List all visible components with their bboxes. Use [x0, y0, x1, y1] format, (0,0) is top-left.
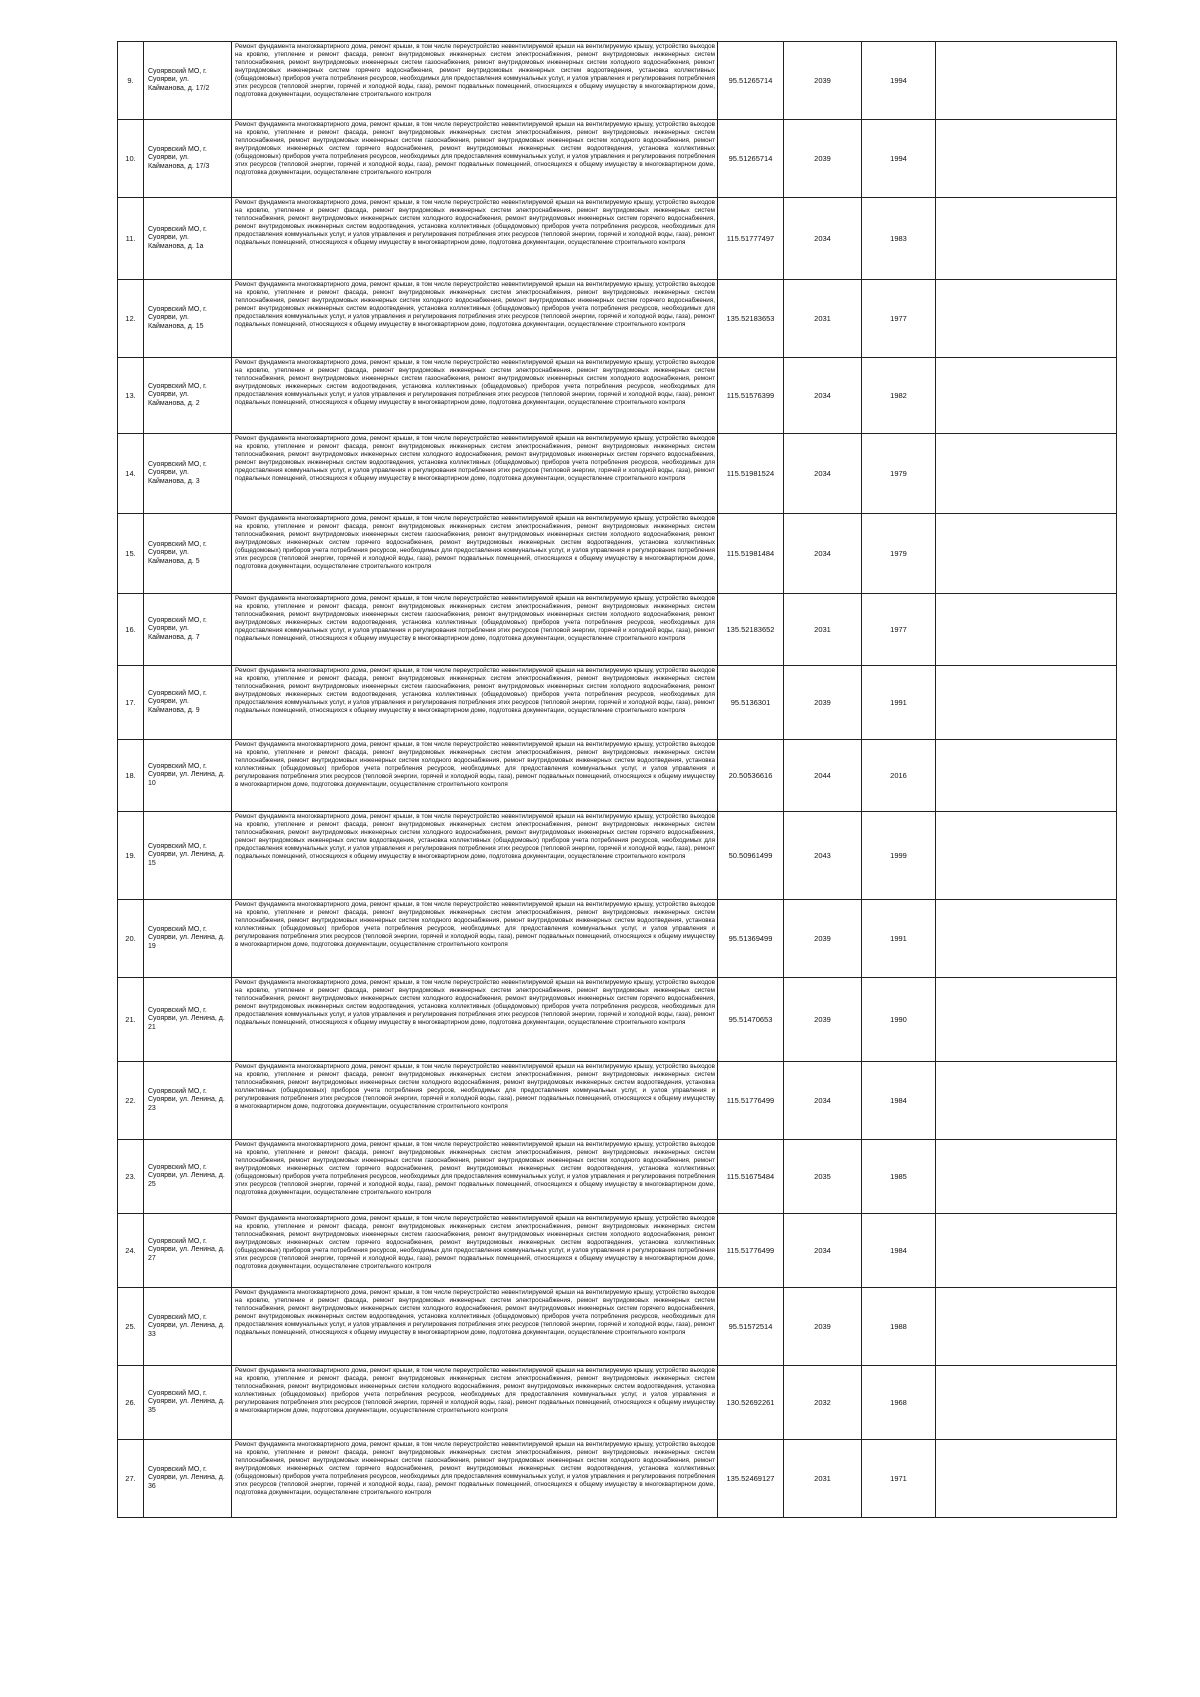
row-number: 21. — [118, 978, 144, 1062]
row-repair-year: 2031 — [784, 594, 862, 666]
row-repair-year: 2039 — [784, 978, 862, 1062]
row-cost-value: 135.52183652 — [718, 594, 784, 666]
row-cost-value: 115.51576399 — [718, 358, 784, 434]
row-address: Суоярвский МО, г. Суоярви, ул. Ленина, д. 35 — [144, 1366, 232, 1440]
row-number: 20. — [118, 900, 144, 978]
row-cost-value: 135.52183653 — [718, 280, 784, 358]
row-build-year: 1990 — [862, 978, 936, 1062]
row-empty-cell — [936, 198, 1117, 280]
row-build-year: 1977 — [862, 280, 936, 358]
table-row — [118, 120, 1117, 198]
row-empty-cell — [936, 120, 1117, 198]
table-row — [118, 42, 1117, 120]
table-row — [118, 900, 1117, 978]
row-empty-cell — [936, 280, 1117, 358]
row-empty-cell — [936, 1366, 1117, 1440]
row-cost-value: 50.50961499 — [718, 812, 784, 900]
table-row — [118, 1140, 1117, 1214]
row-build-year: 1968 — [862, 1366, 936, 1440]
table-row — [118, 1366, 1117, 1440]
row-repair-year: 2032 — [784, 1366, 862, 1440]
row-works-list: Ремонт фундамента многоквартирного дома, ремонт крыши, в том числе переустройство невентилируемой крыши на вентилируемую крышу, устройство выходов на кровлю, утепление и ремонт фасада, ремонт внутридомовых инженерных систем электроснабжения, ремонт внутридомовых инженерных систем теплоснабжения, ремонт внутридомовых инженерных систем холодного водоснабжения, ремонт внутридомовых инженерных систем горячего водоснабжения, ремонт внутридомовых инженерных систем водоотведения, установка коллективных (общедомовых) приборов учета потребления ресурсов, необходимых для предоставления коммунальных услуг, и узлов управления и регулирования потребления этих ресурсов (тепловой энергии, горячей и холодной воды, газа), ремонт подвальных помещений, относящихся к общему имуществу в многоквартирном доме, подготовка документации, осуществление строительного контроля — [232, 812, 718, 900]
row-cost-value: 115.51776499 — [718, 1214, 784, 1288]
row-build-year: 1977 — [862, 594, 936, 666]
row-build-year: 1979 — [862, 514, 936, 594]
row-repair-year: 2039 — [784, 120, 862, 198]
row-cost-value: 115.51776499 — [718, 1062, 784, 1140]
row-works-list: Ремонт фундамента многоквартирного дома, ремонт крыши, в том числе переустройство невентилируемой крыши на вентилируемую крышу, устройство выходов на кровлю, утепление и ремонт фасада, ремонт внутридомовых инженерных систем электроснабжения, ремонт внутридомовых инженерных систем теплоснабжения, ремонт внутридомовых инженерных систем газоснабжения, ремонт внутридомовых инженерных систем холодного водоснабжения, ремонт внутридомовых инженерных систем водоотведения, установка коллективных (общедомовых) приборов учета потребления ресурсов, необходимых для предоставления коммунальных услуг, и узлов управления и регулирования потребления этих ресурсов (тепловой энергии, горячей и холодной воды, газа), ремонт подвальных помещений, относящихся к общему имуществу в многоквартирном доме, подготовка документации, осуществление строительного контроля — [232, 594, 718, 666]
row-cost-value: 95.5136301 — [718, 666, 784, 740]
row-works-list: Ремонт фундамента многоквартирного дома, ремонт крыши, в том числе переустройство невентилируемой крыши на вентилируемую крышу, устройство выходов на кровлю, утепление и ремонт фасада, ремонт внутридомовых инженерных систем электроснабжения, ремонт внутридомовых инженерных систем теплоснабжения, ремонт внутридомовых инженерных систем газоснабжения, ремонт внутридомовых инженерных систем холодного водоснабжения, ремонт внутридомовых инженерных систем горячего водоснабжения, ремонт внутридомовых инженерных систем водоотведения, установка коллективных (общедомовых) приборов учета потребления ресурсов, необходимых для предоставления коммунальных услуг, и узлов управления и регулирования потребления этих ресурсов (тепловой энергии, горячей и холодной воды, газа), ремонт подвальных помещений, относящихся к общему имуществу в многоквартирном доме, подготовка документации, осуществление строительного контроля — [232, 514, 718, 594]
row-works-list: Ремонт фундамента многоквартирного дома, ремонт крыши, в том числе переустройство невентилируемой крыши на вентилируемую крышу, устройство выходов на кровлю, утепление и ремонт фасада, ремонт внутридомовых инженерных систем электроснабжения, ремонт внутридомовых инженерных систем теплоснабжения, ремонт внутридомовых инженерных систем холодного водоснабжения, ремонт внутридомовых инженерных систем водоотведения, установка коллективных (общедомовых) приборов учета потребления ресурсов, необходимых для предоставления коммунальных услуг, и узлов управления и регулирования потребления этих ресурсов (тепловой энергии, горячей и холодной воды, газа), ремонт подвальных помещений, относящихся к общему имуществу в многоквартирном доме, подготовка документации, осуществление строительного контроля — [232, 740, 718, 812]
row-number: 15. — [118, 514, 144, 594]
row-empty-cell — [936, 666, 1117, 740]
row-number: 17. — [118, 666, 144, 740]
row-number: 11. — [118, 198, 144, 280]
row-address: Суоярвский МО, г. Суоярви, ул. Ленина, д. 33 — [144, 1288, 232, 1366]
row-number: 9. — [118, 42, 144, 120]
row-repair-year: 2031 — [784, 280, 862, 358]
row-build-year: 1971 — [862, 1440, 936, 1518]
row-address: Суоярвский МО, г. Суоярви, ул. Кайманова, д. 3 — [144, 434, 232, 514]
row-repair-year: 2034 — [784, 514, 862, 594]
row-address: Суоярвский МО, г. Суоярви, ул. Ленина, д. 23 — [144, 1062, 232, 1140]
row-cost-value: 115.51981484 — [718, 514, 784, 594]
row-empty-cell — [936, 740, 1117, 812]
table-row — [118, 358, 1117, 434]
row-number: 10. — [118, 120, 144, 198]
housing-repair-table — [117, 41, 1117, 1518]
row-address: Суоярвский МО, г. Суоярви, ул. Кайманова, д. 7 — [144, 594, 232, 666]
row-address: Суоярвский МО, г. Суоярви, ул. Кайманова, д. 15 — [144, 280, 232, 358]
row-build-year: 1979 — [862, 434, 936, 514]
row-address: Суоярвский МО, г. Суоярви, ул. Кайманова, д. 2 — [144, 358, 232, 434]
row-works-list: Ремонт фундамента многоквартирного дома, ремонт крыши, в том числе переустройство невентилируемой крыши на вентилируемую крышу, устройство выходов на кровлю, утепление и ремонт фасада, ремонт внутридомовых инженерных систем электроснабжения, ремонт внутридомовых инженерных систем теплоснабжения, ремонт внутридомовых инженерных систем холодного водоснабжения, ремонт внутридомовых инженерных систем горячего водоснабжения, ремонт внутридомовых инженерных систем водоотведения, установка коллективных (общедомовых) приборов учета потребления ресурсов, необходимых для предоставления коммунальных услуг, и узлов управления и регулирования потребления этих ресурсов (тепловой энергии, горячей и холодной воды, газа), ремонт подвальных помещений, относящихся к общему имуществу в многоквартирном доме, подготовка документации, осуществление строительного контроля — [232, 198, 718, 280]
row-address: Суоярвский МО, г. Суоярви, ул. Кайманова, д. 9 — [144, 666, 232, 740]
row-cost-value: 115.51675484 — [718, 1140, 784, 1214]
row-works-list: Ремонт фундамента многоквартирного дома, ремонт крыши, в том числе переустройство невентилируемой крыши на вентилируемую крышу, устройство выходов на кровлю, утепление и ремонт фасада, ремонт внутридомовых инженерных систем электроснабжения, ремонт внутридомовых инженерных систем теплоснабжения, ремонт внутридомовых инженерных систем холодного водоснабжения, ремонт внутридомовых инженерных систем горячего водоснабжения, ремонт внутридомовых инженерных систем водоотведения, установка коллективных (общедомовых) приборов учета потребления ресурсов, необходимых для предоставления коммунальных услуг, и узлов управления и регулирования потребления этих ресурсов (тепловой энергии, горячей и холодной воды, газа), ремонт подвальных помещений, относящихся к общему имуществу в многоквартирном доме, подготовка документации, осуществление строительного контроля — [232, 1288, 718, 1366]
row-cost-value: 95.51572514 — [718, 1288, 784, 1366]
row-works-list: Ремонт фундамента многоквартирного дома, ремонт крыши, в том числе переустройство невентилируемой крыши на вентилируемую крышу, устройство выходов на кровлю, утепление и ремонт фасада, ремонт внутридомовых инженерных систем электроснабжения, ремонт внутридомовых инженерных систем теплоснабжения, ремонт внутридомовых инженерных систем газоснабжения, ремонт внутридомовых инженерных систем холодного водоснабжения, ремонт внутридомовых инженерных систем горячего водоснабжения, ремонт внутридомовых инженерных систем водоотведения, установка коллективных (общедомовых) приборов учета потребления ресурсов, необходимых для предоставления коммунальных услуг, и узлов управления и регулирования потребления этих ресурсов (тепловой энергии, горячей и холодной воды, газа), ремонт подвальных помещений, относящихся к общему имуществу в многоквартирном доме, подготовка документации, осуществление строительного контроля — [232, 1214, 718, 1288]
row-works-list: Ремонт фундамента многоквартирного дома, ремонт крыши, в том числе переустройство невентилируемой крыши на вентилируемую крышу, устройство выходов на кровлю, утепление и ремонт фасада, ремонт внутридомовых инженерных систем электроснабжения, ремонт внутридомовых инженерных систем теплоснабжения, ремонт внутридомовых инженерных систем газоснабжения, ремонт внутридомовых инженерных систем холодного водоснабжения, ремонт внутридомовых инженерных систем горячего водоснабжения, ремонт внутридомовых инженерных систем водоотведения, установка коллективных (общедомовых) приборов учета потребления ресурсов, необходимых для предоставления коммунальных услуг, и узлов управления и регулирования потребления этих ресурсов (тепловой энергии, горячей и холодной воды, газа), ремонт подвальных помещений, относящихся к общему имуществу в многоквартирном доме, подготовка документации, осуществление строительного контроля — [232, 1140, 718, 1214]
row-repair-year: 2039 — [784, 900, 862, 978]
row-repair-year: 2044 — [784, 740, 862, 812]
table-body — [118, 42, 1117, 1518]
row-number: 27. — [118, 1440, 144, 1518]
table-row — [118, 434, 1117, 514]
row-empty-cell — [936, 1440, 1117, 1518]
row-empty-cell — [936, 1140, 1117, 1214]
row-empty-cell — [936, 434, 1117, 514]
row-repair-year: 2043 — [784, 812, 862, 900]
row-build-year: 1984 — [862, 1062, 936, 1140]
table-row — [118, 280, 1117, 358]
table-row — [118, 1062, 1117, 1140]
row-cost-value: 115.51777497 — [718, 198, 784, 280]
row-repair-year: 2034 — [784, 434, 862, 514]
row-build-year: 1994 — [862, 42, 936, 120]
row-empty-cell — [936, 594, 1117, 666]
row-cost-value: 95.51265714 — [718, 42, 784, 120]
row-number: 19. — [118, 812, 144, 900]
row-empty-cell — [936, 900, 1117, 978]
row-repair-year: 2039 — [784, 42, 862, 120]
row-build-year: 1994 — [862, 120, 936, 198]
table-row — [118, 978, 1117, 1062]
row-build-year: 1982 — [862, 358, 936, 434]
row-empty-cell — [936, 1214, 1117, 1288]
row-works-list: Ремонт фундамента многоквартирного дома, ремонт крыши, в том числе переустройство невентилируемой крыши на вентилируемую крышу, устройство выходов на кровлю, утепление и ремонт фасада, ремонт внутридомовых инженерных систем электроснабжения, ремонт внутридомовых инженерных систем теплоснабжения, ремонт внутридомовых инженерных систем холодного водоснабжения, ремонт внутридомовых инженерных систем водоотведения, установка коллективных (общедомовых) приборов учета потребления ресурсов, необходимых для предоставления коммунальных услуг, и узлов управления и регулирования потребления этих ресурсов (тепловой энергии, горячей и холодной воды, газа), ремонт подвальных помещений, относящихся к общему имуществу в многоквартирном доме, подготовка документации, осуществление строительного контроля — [232, 1062, 718, 1140]
row-repair-year: 2031 — [784, 1440, 862, 1518]
row-number: 13. — [118, 358, 144, 434]
row-cost-value: 95.51369499 — [718, 900, 784, 978]
row-works-list: Ремонт фундамента многоквартирного дома, ремонт крыши, в том числе переустройство невентилируемой крыши на вентилируемую крышу, устройство выходов на кровлю, утепление и ремонт фасада, ремонт внутридомовых инженерных систем электроснабжения, ремонт внутридомовых инженерных систем теплоснабжения, ремонт внутридомовых инженерных систем газоснабжения, ремонт внутридомовых инженерных систем холодного водоснабжения, ремонт внутридомовых инженерных систем горячего водоснабжения, ремонт внутридомовых инженерных систем водоотведения, установка коллективных (общедомовых) приборов учета потребления ресурсов, необходимых для предоставления коммунальных услуг, и узлов управления и регулирования потребления этих ресурсов (тепловой энергии, горячей и холодной воды, газа), ремонт подвальных помещений, относящихся к общему имуществу в многоквартирном доме, подготовка документации, осуществление строительного контроля — [232, 120, 718, 198]
row-address: Суоярвский МО, г. Суоярви, ул. Кайманова, д. 17/2 — [144, 42, 232, 120]
row-number: 23. — [118, 1140, 144, 1214]
row-cost-value: 20.50536616 — [718, 740, 784, 812]
table-row — [118, 740, 1117, 812]
row-repair-year: 2035 — [784, 1140, 862, 1214]
row-number: 25. — [118, 1288, 144, 1366]
row-build-year: 2016 — [862, 740, 936, 812]
table-row — [118, 812, 1117, 900]
row-cost-value: 95.51470653 — [718, 978, 784, 1062]
row-build-year: 1985 — [862, 1140, 936, 1214]
row-empty-cell — [936, 1288, 1117, 1366]
row-repair-year: 2034 — [784, 358, 862, 434]
row-repair-year: 2039 — [784, 1288, 862, 1366]
row-address: Суоярвский МО, г. Суоярви, ул. Ленина, д. 10 — [144, 740, 232, 812]
row-number: 12. — [118, 280, 144, 358]
row-number: 24. — [118, 1214, 144, 1288]
row-build-year: 1984 — [862, 1214, 936, 1288]
row-address: Суоярвский МО, г. Суоярви, ул. Кайманова, д. 5 — [144, 514, 232, 594]
row-cost-value: 95.51265714 — [718, 120, 784, 198]
row-build-year: 1999 — [862, 812, 936, 900]
row-address: Суоярвский МО, г. Суоярви, ул. Ленина, д. 25 — [144, 1140, 232, 1214]
row-build-year: 1988 — [862, 1288, 936, 1366]
row-cost-value: 115.51981524 — [718, 434, 784, 514]
row-address: Суоярвский МО, г. Суоярви, ул. Ленина, д. 15 — [144, 812, 232, 900]
row-number: 16. — [118, 594, 144, 666]
row-repair-year: 2039 — [784, 666, 862, 740]
row-works-list: Ремонт фундамента многоквартирного дома, ремонт крыши, в том числе переустройство невентилируемой крыши на вентилируемую крышу, устройство выходов на кровлю, утепление и ремонт фасада, ремонт внутридомовых инженерных систем электроснабжения, ремонт внутридомовых инженерных систем теплоснабжения, ремонт внутридомовых инженерных систем холодного водоснабжения, ремонт внутридомовых инженерных систем горячего водоснабжения, ремонт внутридомовых инженерных систем водоотведения, установка коллективных (общедомовых) приборов учета потребления ресурсов, необходимых для предоставления коммунальных услуг, и узлов управления и регулирования потребления этих ресурсов (тепловой энергии, горячей и холодной воды, газа), ремонт подвальных помещений, относящихся к общему имуществу в многоквартирном доме, подготовка документации, осуществление строительного контроля — [232, 280, 718, 358]
row-number: 18. — [118, 740, 144, 812]
row-works-list: Ремонт фундамента многоквартирного дома, ремонт крыши, в том числе переустройство невентилируемой крыши на вентилируемую крышу, устройство выходов на кровлю, утепление и ремонт фасада, ремонт внутридомовых инженерных систем электроснабжения, ремонт внутридомовых инженерных систем теплоснабжения, ремонт внутридомовых инженерных систем газоснабжения, ремонт внутридомовых инженерных систем холодного водоснабжения, ремонт внутридомовых инженерных систем водоотведения, установка коллективных (общедомовых) приборов учета потребления ресурсов, необходимых для предоставления коммунальных услуг, и узлов управления и регулирования потребления этих ресурсов (тепловой энергии, горячей и холодной воды, газа), ремонт подвальных помещений, относящихся к общему имуществу в многоквартирном доме, подготовка документации, осуществление строительного контроля — [232, 358, 718, 434]
table-row — [118, 198, 1117, 280]
row-works-list: Ремонт фундамента многоквартирного дома, ремонт крыши, в том числе переустройство невентилируемой крыши на вентилируемую крышу, устройство выходов на кровлю, утепление и ремонт фасада, ремонт внутридомовых инженерных систем электроснабжения, ремонт внутридомовых инженерных систем теплоснабжения, ремонт внутридомовых инженерных систем холодного водоснабжения, ремонт внутридомовых инженерных систем водоотведения, установка коллективных (общедомовых) приборов учета потребления ресурсов, необходимых для предоставления коммунальных услуг, и узлов управления и регулирования потребления этих ресурсов (тепловой энергии, горячей и холодной воды, газа), ремонт подвальных помещений, относящихся к общему имуществу в многоквартирном доме, подготовка документации, осуществление строительного контроля — [232, 900, 718, 978]
row-build-year: 1991 — [862, 900, 936, 978]
row-number: 22. — [118, 1062, 144, 1140]
row-works-list: Ремонт фундамента многоквартирного дома, ремонт крыши, в том числе переустройство невентилируемой крыши на вентилируемую крышу, устройство выходов на кровлю, утепление и ремонт фасада, ремонт внутридомовых инженерных систем электроснабжения, ремонт внутридомовых инженерных систем теплоснабжения, ремонт внутридомовых инженерных систем газоснабжения, ремонт внутридомовых инженерных систем холодного водоснабжения, ремонт внутридомовых инженерных систем горячего водоснабжения, ремонт внутридомовых инженерных систем водоотведения, установка коллективных (общедомовых) приборов учета потребления ресурсов, необходимых для предоставления коммунальных услуг, и узлов управления и регулирования потребления этих ресурсов (тепловой энергии, горячей и холодной воды, газа), ремонт подвальных помещений, относящихся к общему имуществу в многоквартирном доме, подготовка документации, осуществление строительного контроля — [232, 1440, 718, 1518]
row-cost-value: 130.52692261 — [718, 1366, 784, 1440]
row-empty-cell — [936, 514, 1117, 594]
row-build-year: 1983 — [862, 198, 936, 280]
table-row — [118, 514, 1117, 594]
row-works-list: Ремонт фундамента многоквартирного дома, ремонт крыши, в том числе переустройство невентилируемой крыши на вентилируемую крышу, устройство выходов на кровлю, утепление и ремонт фасада, ремонт внутридомовых инженерных систем электроснабжения, ремонт внутридомовых инженерных систем теплоснабжения, ремонт внутридомовых инженерных систем газоснабжения, ремонт внутридомовых инженерных систем холодного водоснабжения, ремонт внутридомовых инженерных систем водоотведения, установка коллективных (общедомовых) приборов учета потребления ресурсов, необходимых для предоставления коммунальных услуг, и узлов управления и регулирования потребления этих ресурсов (тепловой энергии, горячей и холодной воды, газа), ремонт подвальных помещений, относящихся к общему имуществу в многоквартирном доме, подготовка документации, осуществление строительного контроля — [232, 666, 718, 740]
row-address: Суоярвский МО, г. Суоярви, ул. Ленина, д. 19 — [144, 900, 232, 978]
table-row — [118, 1440, 1117, 1518]
row-empty-cell — [936, 812, 1117, 900]
row-address: Суоярвский МО, г. Суоярви, ул. Кайманова, д. 1а — [144, 198, 232, 280]
row-works-list: Ремонт фундамента многоквартирного дома, ремонт крыши, в том числе переустройство невентилируемой крыши на вентилируемую крышу, устройство выходов на кровлю, утепление и ремонт фасада, ремонт внутридомовых инженерных систем электроснабжения, ремонт внутридомовых инженерных систем теплоснабжения, ремонт внутридомовых инженерных систем холодного водоснабжения, ремонт внутридомовых инженерных систем водоотведения, установка коллективных (общедомовых) приборов учета потребления ресурсов, необходимых для предоставления коммунальных услуг, и узлов управления и регулирования потребления этих ресурсов (тепловой энергии, горячей и холодной воды, газа), ремонт подвальных помещений, относящихся к общему имуществу в многоквартирном доме, подготовка документации, осуществление строительного контроля — [232, 1366, 718, 1440]
row-address: Суоярвский МО, г. Суоярви, ул. Ленина, д. 27 — [144, 1214, 232, 1288]
row-repair-year: 2034 — [784, 1214, 862, 1288]
row-cost-value: 135.52469127 — [718, 1440, 784, 1518]
row-address: Суоярвский МО, г. Суоярви, ул. Ленина, д. 36 — [144, 1440, 232, 1518]
row-works-list: Ремонт фундамента многоквартирного дома, ремонт крыши, в том числе переустройство невентилируемой крыши на вентилируемую крышу, устройство выходов на кровлю, утепление и ремонт фасада, ремонт внутридомовых инженерных систем электроснабжения, ремонт внутридомовых инженерных систем теплоснабжения, ремонт внутридомовых инженерных систем холодного водоснабжения, ремонт внутридомовых инженерных систем горячего водоснабжения, ремонт внутридомовых инженерных систем водоотведения, установка коллективных (общедомовых) приборов учета потребления ресурсов, необходимых для предоставления коммунальных услуг, и узлов управления и регулирования потребления этих ресурсов (тепловой энергии, горячей и холодной воды, газа), ремонт подвальных помещений, относящихся к общему имуществу в многоквартирном доме, подготовка документации, осуществление строительного контроля — [232, 978, 718, 1062]
table-row — [118, 666, 1117, 740]
row-repair-year: 2034 — [784, 1062, 862, 1140]
row-works-list: Ремонт фундамента многоквартирного дома, ремонт крыши, в том числе переустройство невентилируемой крыши на вентилируемую крышу, устройство выходов на кровлю, утепление и ремонт фасада, ремонт внутридомовых инженерных систем электроснабжения, ремонт внутридомовых инженерных систем теплоснабжения, ремонт внутридомовых инженерных систем газоснабжения, ремонт внутридомовых инженерных систем холодного водоснабжения, ремонт внутридомовых инженерных систем горячего водоснабжения, ремонт внутридомовых инженерных систем водоотведения, установка коллективных (общедомовых) приборов учета потребления ресурсов, необходимых для предоставления коммунальных услуг, и узлов управления и регулирования потребления этих ресурсов (тепловой энергии, горячей и холодной воды, газа), ремонт подвальных помещений, относящихся к общему имуществу в многоквартирном доме, подготовка документации, осуществление строительного контроля — [232, 42, 718, 120]
row-empty-cell — [936, 42, 1117, 120]
row-empty-cell — [936, 358, 1117, 434]
table-row — [118, 1214, 1117, 1288]
row-repair-year: 2034 — [784, 198, 862, 280]
row-address: Суоярвский МО, г. Суоярви, ул. Кайманова, д. 17/3 — [144, 120, 232, 198]
table-row — [118, 594, 1117, 666]
row-address: Суоярвский МО, г. Суоярви, ул. Ленина, д. 21 — [144, 978, 232, 1062]
row-empty-cell — [936, 978, 1117, 1062]
row-number: 26. — [118, 1366, 144, 1440]
row-number: 14. — [118, 434, 144, 514]
row-build-year: 1991 — [862, 666, 936, 740]
row-works-list: Ремонт фундамента многоквартирного дома, ремонт крыши, в том числе переустройство невентилируемой крыши на вентилируемую крышу, устройство выходов на кровлю, утепление и ремонт фасада, ремонт внутридомовых инженерных систем электроснабжения, ремонт внутридомовых инженерных систем теплоснабжения, ремонт внутридомовых инженерных систем холодного водоснабжения, ремонт внутридомовых инженерных систем горячего водоснабжения, ремонт внутридомовых инженерных систем водоотведения, установка коллективных (общедомовых) приборов учета потребления ресурсов, необходимых для предоставления коммунальных услуг, и узлов управления и регулирования потребления этих ресурсов (тепловой энергии, горячей и холодной воды, газа), ремонт подвальных помещений, относящихся к общему имуществу в многоквартирном доме, подготовка документации, осуществление строительного контроля — [232, 434, 718, 514]
row-empty-cell — [936, 1062, 1117, 1140]
table-row — [118, 1288, 1117, 1366]
